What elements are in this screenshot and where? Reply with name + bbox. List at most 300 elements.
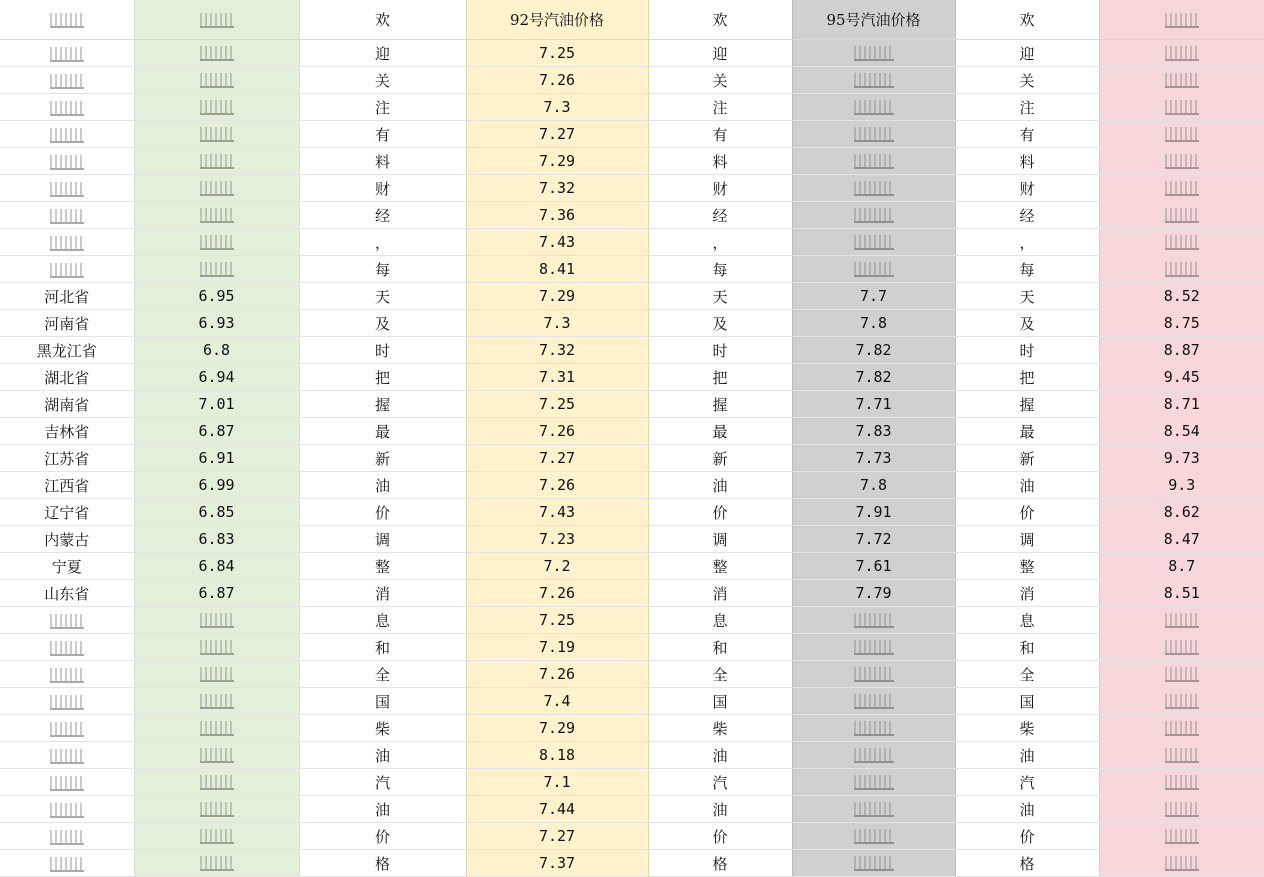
price-92-cell: 7.26	[466, 418, 648, 445]
price-89-cell	[134, 40, 299, 67]
price-98-cell	[1099, 94, 1264, 121]
table-row	[0, 715, 1264, 742]
watermark-cell: 油	[299, 742, 466, 769]
price-92-cell: 7.43	[466, 499, 648, 526]
blurred-text	[50, 857, 84, 872]
blurred-text	[1165, 73, 1199, 88]
watermark-cell: 最	[955, 418, 1099, 445]
blurred-text	[1165, 100, 1199, 115]
price-89-cell	[134, 769, 299, 796]
price-98-cell	[1099, 607, 1264, 634]
blurred-text	[50, 47, 84, 62]
price-98-cell	[1099, 175, 1264, 202]
price-89-cell: 6.91	[134, 445, 299, 472]
price-92-cell: 7.43	[466, 229, 648, 256]
blurred-text	[854, 775, 894, 790]
blurred-text	[1165, 46, 1199, 61]
price-92-cell: 7.23	[466, 526, 648, 553]
province-cell: 黑龙江省	[0, 337, 134, 364]
blurred-text	[50, 236, 84, 251]
price-95-cell: 7.8	[792, 472, 955, 499]
watermark-cell: 油	[648, 472, 792, 499]
blurred-text	[854, 802, 894, 817]
price-89-cell: 6.95	[134, 283, 299, 310]
province-cell: 辽宁省	[0, 499, 134, 526]
price-89-cell: 6.99	[134, 472, 299, 499]
price-89-cell	[134, 202, 299, 229]
header-watermark-cell: 欢	[648, 0, 792, 40]
watermark-cell: 调	[648, 526, 792, 553]
province-cell	[0, 148, 134, 175]
blurred-text	[854, 748, 894, 763]
watermark-cell: 及	[648, 310, 792, 337]
price-92-cell: 7.31	[466, 364, 648, 391]
price-98-cell: 8.87	[1099, 337, 1264, 364]
price-95-cell	[792, 796, 955, 823]
watermark-cell: 整	[299, 553, 466, 580]
price-95-cell	[792, 715, 955, 742]
watermark-cell: ，	[299, 229, 466, 256]
price-89-cell	[134, 823, 299, 850]
watermark-cell: 价	[955, 499, 1099, 526]
watermark-cell: 整	[648, 553, 792, 580]
watermark-cell: 经	[648, 202, 792, 229]
watermark-cell: 全	[299, 661, 466, 688]
watermark-cell: 财	[648, 175, 792, 202]
blurred-text	[854, 721, 894, 736]
watermark-cell: 注	[299, 94, 466, 121]
watermark-cell: 关	[299, 67, 466, 94]
blurred-text	[854, 235, 894, 250]
table-row	[0, 850, 1264, 877]
price-98-cell: 8.71	[1099, 391, 1264, 418]
watermark-cell: 每	[955, 256, 1099, 283]
blurred-text	[854, 181, 894, 196]
price-95-cell	[792, 661, 955, 688]
province-cell: 湖北省	[0, 364, 134, 391]
watermark-cell: 经	[299, 202, 466, 229]
price-98-cell	[1099, 256, 1264, 283]
watermark-cell: 料	[955, 148, 1099, 175]
province-cell: 河北省	[0, 283, 134, 310]
table-row	[0, 121, 1264, 148]
price-92-cell: 7.29	[466, 148, 648, 175]
blurred-text	[50, 101, 84, 116]
blurred-text	[50, 722, 84, 737]
province-cell	[0, 742, 134, 769]
table-row	[0, 337, 1264, 364]
watermark-cell: 和	[648, 634, 792, 661]
blurred-text	[50, 668, 84, 683]
blurred-text	[50, 776, 84, 791]
blurred-text	[200, 613, 234, 628]
table-row	[0, 364, 1264, 391]
price-98-cell	[1099, 796, 1264, 823]
price-95-cell: 7.72	[792, 526, 955, 553]
price-89-cell	[134, 67, 299, 94]
header-95-price: 95号汽油价格	[792, 0, 955, 40]
watermark-cell: 握	[648, 391, 792, 418]
table-row	[0, 202, 1264, 229]
province-cell: 江西省	[0, 472, 134, 499]
table-row	[0, 634, 1264, 661]
blurred-text	[50, 209, 84, 224]
table-row	[0, 283, 1264, 310]
blurred-text	[854, 127, 894, 142]
blurred-text	[854, 856, 894, 871]
watermark-cell: 时	[648, 337, 792, 364]
blurred-text	[854, 100, 894, 115]
price-92-cell: 8.18	[466, 742, 648, 769]
price-98-cell: 8.52	[1099, 283, 1264, 310]
province-cell	[0, 40, 134, 67]
table-row	[0, 580, 1264, 607]
price-98-cell	[1099, 121, 1264, 148]
header-92-price: 92号汽油价格	[466, 0, 648, 40]
price-95-cell	[792, 634, 955, 661]
watermark-cell: 及	[955, 310, 1099, 337]
price-89-cell	[134, 796, 299, 823]
watermark-cell: 注	[955, 94, 1099, 121]
price-92-cell: 7.44	[466, 796, 648, 823]
blurred-text	[854, 262, 894, 277]
province-cell	[0, 634, 134, 661]
blurred-text	[854, 667, 894, 682]
table-row	[0, 256, 1264, 283]
price-95-cell	[792, 94, 955, 121]
blurred-text	[50, 695, 84, 710]
table-row	[0, 472, 1264, 499]
watermark-cell: 柴	[299, 715, 466, 742]
table-row	[0, 823, 1264, 850]
watermark-cell: 价	[955, 823, 1099, 850]
province-cell: 吉林省	[0, 418, 134, 445]
table-row	[0, 796, 1264, 823]
watermark-cell: 握	[955, 391, 1099, 418]
blurred-text	[50, 74, 84, 89]
watermark-cell: 息	[955, 607, 1099, 634]
price-89-cell: 6.87	[134, 580, 299, 607]
watermark-cell: 经	[955, 202, 1099, 229]
header-watermark-cell: 欢	[955, 0, 1099, 40]
blurred-text	[1165, 181, 1199, 196]
blurred-text	[200, 694, 234, 709]
watermark-cell: 把	[955, 364, 1099, 391]
watermark-cell: 油	[648, 796, 792, 823]
price-92-cell: 7.32	[466, 175, 648, 202]
province-cell: 江苏省	[0, 445, 134, 472]
table-row	[0, 67, 1264, 94]
header-watermark-cell: 欢	[299, 0, 466, 40]
price-98-cell	[1099, 823, 1264, 850]
table-row	[0, 94, 1264, 121]
price-89-cell	[134, 229, 299, 256]
price-98-cell	[1099, 148, 1264, 175]
table-row	[0, 445, 1264, 472]
blurred-text	[200, 208, 234, 223]
blurred-text	[1165, 667, 1199, 682]
province-cell: 山东省	[0, 580, 134, 607]
watermark-cell: 全	[955, 661, 1099, 688]
province-cell	[0, 67, 134, 94]
price-98-cell	[1099, 202, 1264, 229]
price-92-cell: 7.4	[466, 688, 648, 715]
price-98-cell: 8.47	[1099, 526, 1264, 553]
price-89-cell	[134, 850, 299, 877]
province-cell	[0, 850, 134, 877]
price-95-cell	[792, 823, 955, 850]
province-cell	[0, 229, 134, 256]
price-95-cell: 7.91	[792, 499, 955, 526]
price-92-cell: 7.2	[466, 553, 648, 580]
price-89-cell	[134, 175, 299, 202]
price-98-cell	[1099, 742, 1264, 769]
price-98-cell	[1099, 229, 1264, 256]
table-row	[0, 40, 1264, 67]
price-98-cell: 9.3	[1099, 472, 1264, 499]
price-98-cell	[1099, 661, 1264, 688]
blurred-text	[200, 181, 234, 196]
province-cell	[0, 202, 134, 229]
price-89-cell	[134, 661, 299, 688]
table-row	[0, 742, 1264, 769]
blurred-text	[854, 829, 894, 844]
blurred-text	[854, 73, 894, 88]
watermark-cell: 调	[299, 526, 466, 553]
blurred-text	[854, 613, 894, 628]
price-89-cell	[134, 148, 299, 175]
blurred-text	[200, 154, 234, 169]
price-92-cell: 7.26	[466, 661, 648, 688]
blurred-text	[854, 208, 894, 223]
price-98-cell: 8.54	[1099, 418, 1264, 445]
price-95-cell	[792, 202, 955, 229]
blurred-text	[1165, 127, 1199, 142]
table-row	[0, 229, 1264, 256]
blurred-text	[1165, 802, 1199, 817]
price-95-cell: 7.8	[792, 310, 955, 337]
price-92-cell: 7.27	[466, 445, 648, 472]
price-95-cell	[792, 40, 955, 67]
price-95-cell	[792, 688, 955, 715]
price-95-cell	[792, 175, 955, 202]
blurred-text	[50, 830, 84, 845]
blurred-text	[200, 640, 234, 655]
price-92-cell: 7.29	[466, 715, 648, 742]
price-89-cell: 6.87	[134, 418, 299, 445]
table-row	[0, 310, 1264, 337]
watermark-cell: 新	[299, 445, 466, 472]
watermark-cell: 国	[648, 688, 792, 715]
price-95-cell: 7.7	[792, 283, 955, 310]
price-98-cell	[1099, 40, 1264, 67]
watermark-cell: 格	[955, 850, 1099, 877]
watermark-cell: 新	[648, 445, 792, 472]
blurred-text	[200, 829, 234, 844]
table-row	[0, 391, 1264, 418]
price-98-cell	[1099, 715, 1264, 742]
watermark-cell: 注	[648, 94, 792, 121]
blurred-text	[50, 182, 84, 197]
blurred-text	[854, 640, 894, 655]
price-89-cell: 6.93	[134, 310, 299, 337]
price-95-cell: 7.71	[792, 391, 955, 418]
price-92-cell: 7.3	[466, 310, 648, 337]
province-cell	[0, 607, 134, 634]
price-98-cell	[1099, 769, 1264, 796]
header-province-cell	[0, 0, 134, 40]
watermark-cell: 迎	[299, 40, 466, 67]
price-92-cell: 7.3	[466, 94, 648, 121]
price-92-cell: 7.25	[466, 40, 648, 67]
watermark-cell: 油	[299, 472, 466, 499]
watermark-cell: 料	[299, 148, 466, 175]
province-cell	[0, 175, 134, 202]
watermark-cell: 最	[299, 418, 466, 445]
price-98-cell	[1099, 67, 1264, 94]
blurred-text	[1165, 775, 1199, 790]
price-92-cell: 7.36	[466, 202, 648, 229]
watermark-cell: 有	[299, 121, 466, 148]
blurred-text	[50, 128, 84, 143]
watermark-cell: 消	[955, 580, 1099, 607]
blurred-text	[200, 13, 234, 28]
price-98-cell: 9.73	[1099, 445, 1264, 472]
blurred-text	[1165, 208, 1199, 223]
watermark-cell: 新	[955, 445, 1099, 472]
province-cell	[0, 688, 134, 715]
watermark-cell: 油	[955, 796, 1099, 823]
price-95-cell	[792, 121, 955, 148]
price-89-cell	[134, 634, 299, 661]
price-92-cell: 7.37	[466, 850, 648, 877]
price-89-cell	[134, 121, 299, 148]
province-cell	[0, 94, 134, 121]
price-92-cell: 7.1	[466, 769, 648, 796]
province-cell: 宁夏	[0, 553, 134, 580]
watermark-cell: 有	[648, 121, 792, 148]
table-row	[0, 175, 1264, 202]
province-cell: 湖南省	[0, 391, 134, 418]
watermark-cell: 消	[648, 580, 792, 607]
province-cell	[0, 823, 134, 850]
price-92-cell: 7.26	[466, 67, 648, 94]
price-95-cell	[792, 607, 955, 634]
blurred-text	[200, 235, 234, 250]
price-95-cell	[792, 769, 955, 796]
watermark-cell: 格	[299, 850, 466, 877]
price-95-cell: 7.82	[792, 364, 955, 391]
watermark-cell: 有	[955, 121, 1099, 148]
price-89-cell: 6.84	[134, 553, 299, 580]
price-92-cell: 7.26	[466, 472, 648, 499]
watermark-cell: 消	[299, 580, 466, 607]
blurred-text	[1165, 13, 1199, 28]
watermark-cell: 及	[299, 310, 466, 337]
province-cell	[0, 256, 134, 283]
price-89-cell: 7.01	[134, 391, 299, 418]
price-98-cell: 8.7	[1099, 553, 1264, 580]
watermark-cell: 最	[648, 418, 792, 445]
price-98-cell: 9.45	[1099, 364, 1264, 391]
table-row	[0, 553, 1264, 580]
watermark-cell: 全	[648, 661, 792, 688]
price-92-cell: 7.32	[466, 337, 648, 364]
table-row	[0, 418, 1264, 445]
price-89-cell	[134, 94, 299, 121]
price-89-cell	[134, 742, 299, 769]
watermark-cell: 柴	[955, 715, 1099, 742]
price-98-cell: 8.51	[1099, 580, 1264, 607]
table-row	[0, 148, 1264, 175]
blurred-text	[200, 262, 234, 277]
watermark-cell: 财	[299, 175, 466, 202]
watermark-cell: 关	[648, 67, 792, 94]
blurred-text	[200, 100, 234, 115]
header-98-cell	[1099, 0, 1264, 40]
price-89-cell: 6.94	[134, 364, 299, 391]
watermark-cell: 油	[648, 742, 792, 769]
blurred-text	[1165, 721, 1199, 736]
watermark-cell: 和	[955, 634, 1099, 661]
province-cell	[0, 796, 134, 823]
table-row	[0, 661, 1264, 688]
blurred-text	[1165, 262, 1199, 277]
watermark-cell: 天	[299, 283, 466, 310]
blurred-text	[1165, 748, 1199, 763]
watermark-cell: 财	[955, 175, 1099, 202]
price-95-cell	[792, 229, 955, 256]
watermark-cell: 国	[299, 688, 466, 715]
blurred-text	[1165, 235, 1199, 250]
province-cell	[0, 715, 134, 742]
watermark-cell: 价	[299, 499, 466, 526]
price-89-cell: 6.83	[134, 526, 299, 553]
price-92-cell: 7.25	[466, 607, 648, 634]
header-row	[0, 0, 1264, 40]
price-95-cell: 7.79	[792, 580, 955, 607]
table-row	[0, 499, 1264, 526]
watermark-cell: 迎	[955, 40, 1099, 67]
province-cell	[0, 661, 134, 688]
table-row	[0, 526, 1264, 553]
price-95-cell	[792, 742, 955, 769]
watermark-cell: 油	[299, 796, 466, 823]
blurred-text	[200, 802, 234, 817]
watermark-cell: 把	[648, 364, 792, 391]
blurred-text	[200, 46, 234, 61]
blurred-text	[50, 614, 84, 629]
blurred-text	[1165, 856, 1199, 871]
price-98-cell	[1099, 688, 1264, 715]
blurred-text	[1165, 613, 1199, 628]
watermark-cell: 息	[648, 607, 792, 634]
price-98-cell: 8.62	[1099, 499, 1264, 526]
table-row	[0, 607, 1264, 634]
price-95-cell	[792, 256, 955, 283]
blurred-text	[50, 155, 84, 170]
blurred-text	[50, 263, 84, 278]
watermark-cell: ，	[955, 229, 1099, 256]
price-95-cell	[792, 148, 955, 175]
watermark-cell: 价	[648, 499, 792, 526]
table-row	[0, 769, 1264, 796]
price-89-cell: 6.85	[134, 499, 299, 526]
province-cell: 河南省	[0, 310, 134, 337]
watermark-cell: 和	[299, 634, 466, 661]
province-cell: 内蒙古	[0, 526, 134, 553]
price-98-cell	[1099, 634, 1264, 661]
